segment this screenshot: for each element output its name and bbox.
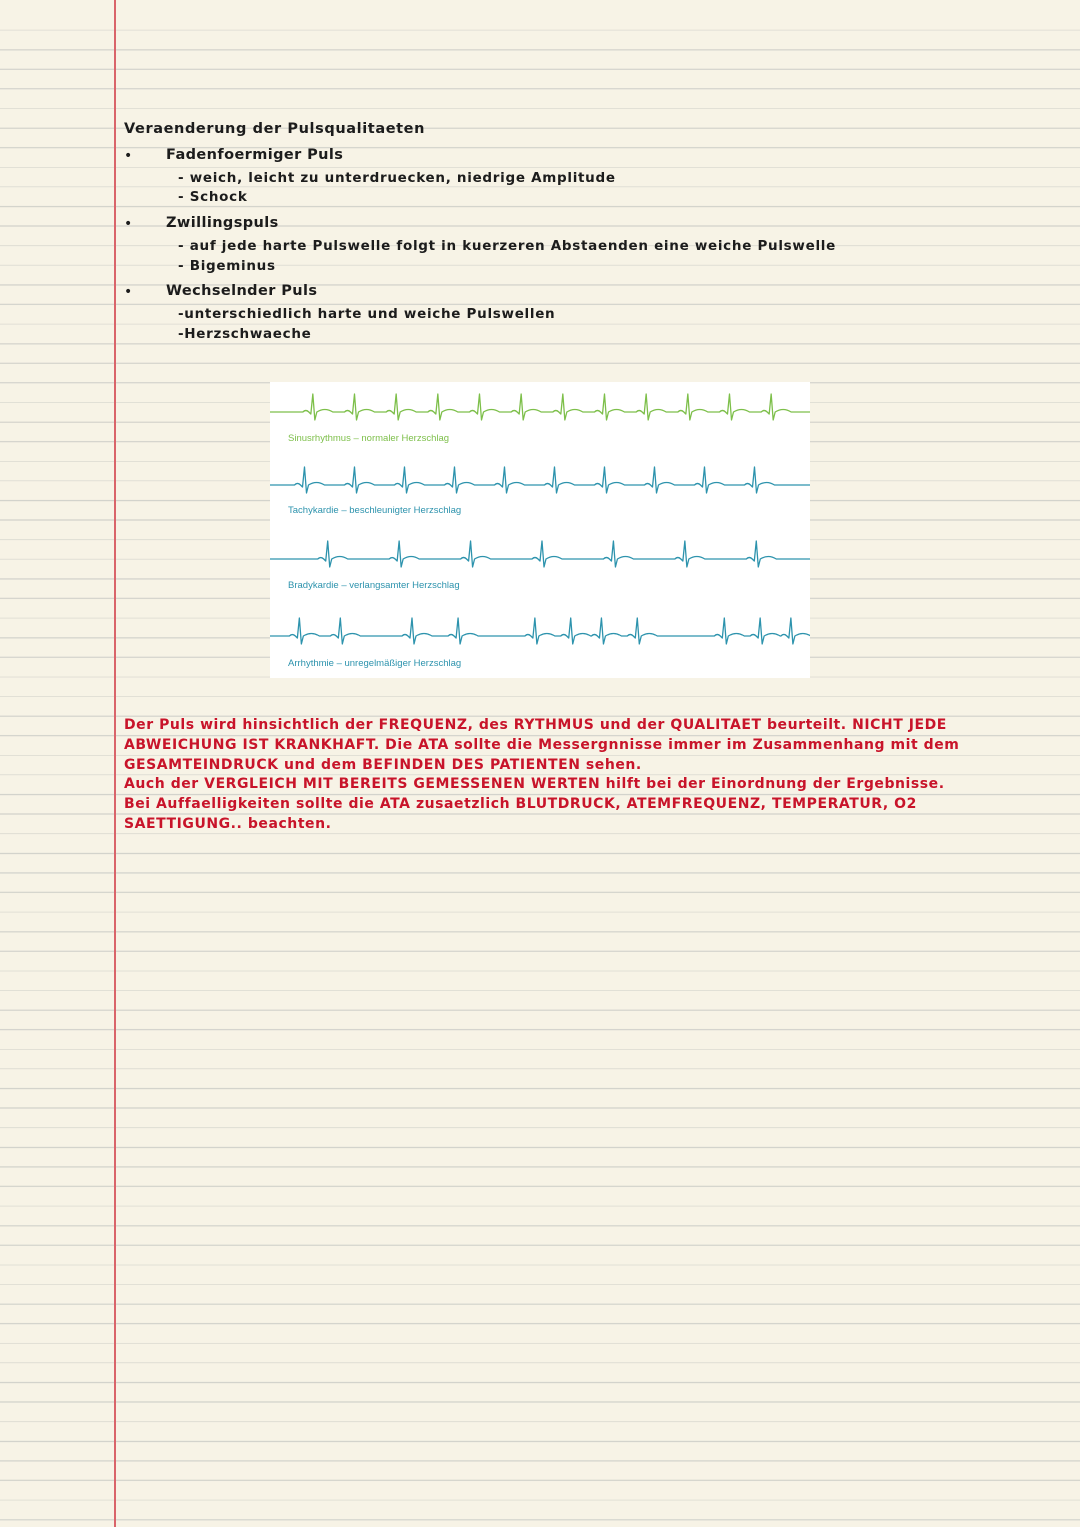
summary-line: SAETTIGUNG.. beachten.: [124, 815, 332, 832]
summary-line: GESAMTEINDRUCK und dem BEFINDEN DES PATIENTEN sehen.: [124, 756, 642, 773]
item-detail: -unterschiedlich harte und weiche Pulswellen: [178, 306, 556, 322]
section-heading: Veraenderung der Pulsqualitaeten: [124, 121, 426, 137]
item-detail: - weich, leicht zu unterdruecken, niedrige Amplitude: [178, 170, 616, 186]
bullet-icon: •: [124, 148, 133, 164]
item-title-fadenfoermiger-puls: Fadenfoermiger Puls: [166, 147, 344, 163]
item-title-zwillingspuls: Zwillingspuls: [166, 215, 279, 231]
ecg-traces: [270, 382, 810, 678]
item-detail: - auf jede harte Pulswelle folgt in kuerzeren Abstaenden eine weiche Pulswelle: [178, 238, 836, 254]
summary-line: Bei Auffaelligkeiten sollte die ATA zusaetzlich BLUTDRUCK, ATEMFREQUENZ, TEMPERATUR, O2: [124, 796, 917, 813]
ecg-label-bradykardie: Bradykardie – verlangsamter Herzschlag: [288, 580, 460, 591]
ecg-trace-bradykardie: [270, 541, 810, 567]
bullet-icon: •: [124, 216, 133, 232]
item-detail: -Herzschwaeche: [178, 326, 312, 342]
item-title-wechselnder-puls: Wechselnder Puls: [166, 283, 318, 299]
ecg-trace-arrhythmie: [270, 618, 810, 644]
summary-line: Auch der VERGLEICH MIT BEREITS GEMESSENEN WERTEN hilft bei der Einordnung der Ergebnisse.: [124, 776, 945, 793]
item-detail: - Bigeminus: [178, 258, 276, 274]
summary-line: ABWEICHUNG IST KRANKHAFT. Die ATA sollte die Messergnnisse immer im Zusammenhang mit dem: [124, 736, 960, 753]
summary-line: Der Puls wird hinsichtlich der FREQUENZ, des RYTHMUS und der QUALITAET beurteilt. NICHT JEDE: [124, 717, 947, 733]
ecg-trace-sinus: [270, 394, 810, 420]
ecg-label-sinus: Sinusrhythmus – normaler Herzschlag: [288, 433, 450, 444]
ecg-figure: [270, 382, 810, 678]
summary-paragraph: [124, 716, 984, 835]
item-detail: - Schock: [178, 189, 248, 205]
ecg-trace-tachykardie: [270, 467, 810, 493]
ecg-label-arrhythmie: Arrhythmie – unregelmäßiger Herzschlag: [288, 658, 462, 669]
ecg-label-tachykardie: Tachykardie – beschleunigter Herzschlag: [288, 505, 462, 516]
bullet-icon: •: [124, 284, 133, 300]
notebook-margin-line: [114, 0, 116, 1527]
